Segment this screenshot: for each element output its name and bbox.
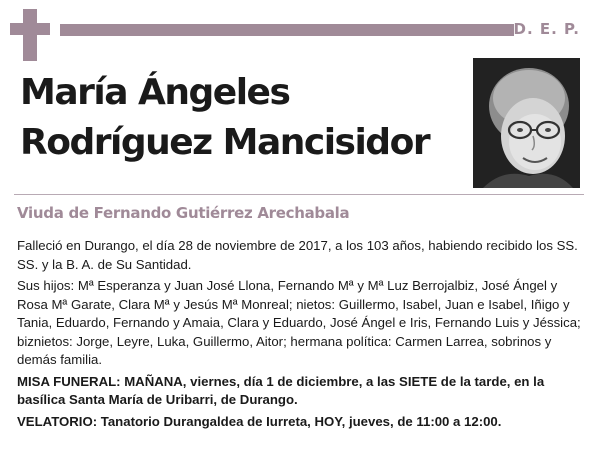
funeral-paragraph <box>17 373 587 410</box>
name-line-2: Rodríguez Mancisidor <box>20 122 430 163</box>
cross-horizontal-bar <box>10 23 50 35</box>
funeral-text: MISA FUNERAL: MAÑANA, viernes, día 1 de diciembre, a las SIETE de la tarde, en la basílica Santa María de Uribarri, de Durango. <box>17 373 545 407</box>
name-line-1: María Ángeles <box>20 72 290 113</box>
deceased-name <box>20 68 460 168</box>
obituary-body <box>17 237 587 434</box>
dep-label: D. E. P. <box>513 20 580 38</box>
portrait-image <box>473 58 580 188</box>
death-paragraph: Falleció en Durango, el día 28 de noviembre de 2017, a los 103 años, habiendo recibido los SS. SS. y la B. A. de Su Santidad. <box>17 238 578 272</box>
family-paragraph: Sus hijos: Mª Esperanza y Juan José Llona, Fernando Mª y Mª Luz Berrojalbiz, José Ángel y Rosa Mª Garate, Clara Mª y Jesús Mª Monreal; nietos: Guillermo, Isabel, Juan e Isabel, Iñigo y Tania, Eduardo, Fernando y Amaia, Clara y Eduardo, José Ángel e Iris, Fernando Luis y Jéssica; biznietos: Jorge, Leyre, Luka, Guillermo, Aitor; hermana política: Carmen Larrea, sobrinos y demás familia. <box>17 278 581 367</box>
cross-icon <box>10 9 50 61</box>
wake-paragraph <box>17 413 587 432</box>
divider <box>14 194 584 195</box>
widow-of-line: Viuda de Fernando Gutiérrez Arechabala <box>17 204 350 222</box>
header-bar <box>60 24 514 36</box>
portrait-photo <box>473 58 580 188</box>
cross-vertical-bar <box>23 9 37 61</box>
wake-text: VELATORIO: Tanatorio Durangaldea de Iurreta, HOY, jueves, de 11:00 a 12:00. <box>17 413 502 429</box>
